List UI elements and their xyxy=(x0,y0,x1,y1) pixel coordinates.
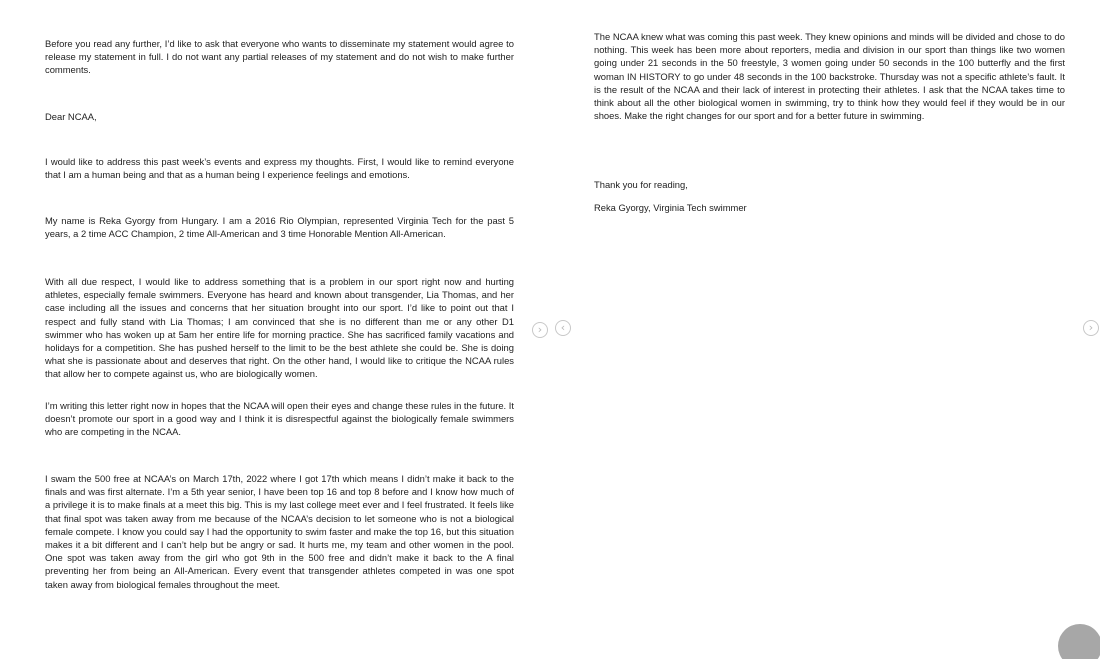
right-page xyxy=(565,0,1080,659)
ncaa-paragraph: The NCAA knew what was coming this past week. They knew opinions and minds will be divided and chose to do nothing. This week has been more about reporters, media and division in our sport than things like two women going under 21 seconds in the 50 freestyle, 3 women going under 50 seconds in the 100 butterfly and the first woman IN HISTORY to go under 48 seconds in the 100 backstroke. Thursday was not a specific athlete’s fault. It is the result of the NCAA and their lack of interest in protecting their athletes. I ask that the NCAA takes time to think about all the other biological women in swimming, try to think how they would feel if they would be in our shoes. Make the right changes for our sport and for a better future in swimming. xyxy=(594,31,1065,122)
prev-page-button[interactable] xyxy=(555,320,571,336)
salutation: Dear NCAA, xyxy=(45,111,97,122)
chevron-left-icon: ‹ xyxy=(560,321,566,334)
bio-paragraph: My name is Reka Gyorgy from Hungary. I am a 2016 Rio Olympian, represented Virginia Tech for the past 5 years, a 2 time ACC Champion, 2 time All-American and 3 time Honorable Mention All-American. xyxy=(45,215,514,240)
race-paragraph: I swam the 500 free at NCAA’s on March 17th, 2022 where I got 17th which means I didn’t make it back to the finals and was first alternate. I’m a 5th year senior, I have been top 16 and top 8 before and I know how much of a privilege it is to make finals at a meet this big. This is my last college meet ever and I feel frustrated. It feels like that final spot was taken away from me because of the NCAA’s decision to let someone who is not a biological female compete. I know you could say I had the opportunity to swim faster and make the top 16, but this situation makes it a bit different and I can’t help but be angry or sad. It hurts me, my team and other women in the pool. One spot was taken away from the girl who got 9th in the 500 free and didn’t make it back to the A final preventing her from being an All-American. Every event that transgender athletes competed in was one spot taken away from biological females throughout the meet. xyxy=(45,473,514,590)
left-page xyxy=(0,0,530,659)
next-page-button-right[interactable] xyxy=(1083,320,1099,336)
intro-paragraph: Before you read any further, I’d like to ask that everyone who wants to disseminate my statement would agree to release my statement in full. I do not want any partial releases of my statement and do not wish to make further comments. xyxy=(45,38,514,76)
next-page-button[interactable] xyxy=(532,322,548,338)
respect-paragraph: With all due respect, I would like to address something that is a problem in our sport right now and hurting athletes, especially female swimmers. Everyone has heard and known about transgender, Lia Thomas, and her case including all the issues and concerns that her situation brought into our sport. I’d like to point out that I respect and fully stand with Lia Thomas; I am convinced that she is no different than me or any other D1 swimmer who has woken up at 5am her entire life for morning practice. She has sacrificed family vacations and holidays for a competition. She has pushed herself to the limit to be the best athlete she could be. She is doing what she is passionate about and deserves that right. On the other hand, I would like to critique the NCAA rules that allow her to compete against us, who are biologically women. xyxy=(45,276,514,380)
chevron-right-icon: › xyxy=(1088,321,1094,334)
closing: Thank you for reading, xyxy=(594,179,688,190)
address-paragraph: I would like to address this past week’s events and express my thoughts. First, I would like to remind everyone that I am a human being and that as a human being I experience feelings and emotions. xyxy=(45,156,514,181)
hope-paragraph: I’m writing this letter right now in hopes that the NCAA will open their eyes and change these rules in the future. It doesn’t promote our sport in a good way and I think it is disrespectful against the biologically female swimmers who are competing in the NCAA. xyxy=(45,400,514,438)
floating-action-button[interactable] xyxy=(1058,624,1100,659)
signature: Reka Gyorgy, Virginia Tech swimmer xyxy=(594,202,747,213)
chevron-right-icon: › xyxy=(537,323,543,336)
